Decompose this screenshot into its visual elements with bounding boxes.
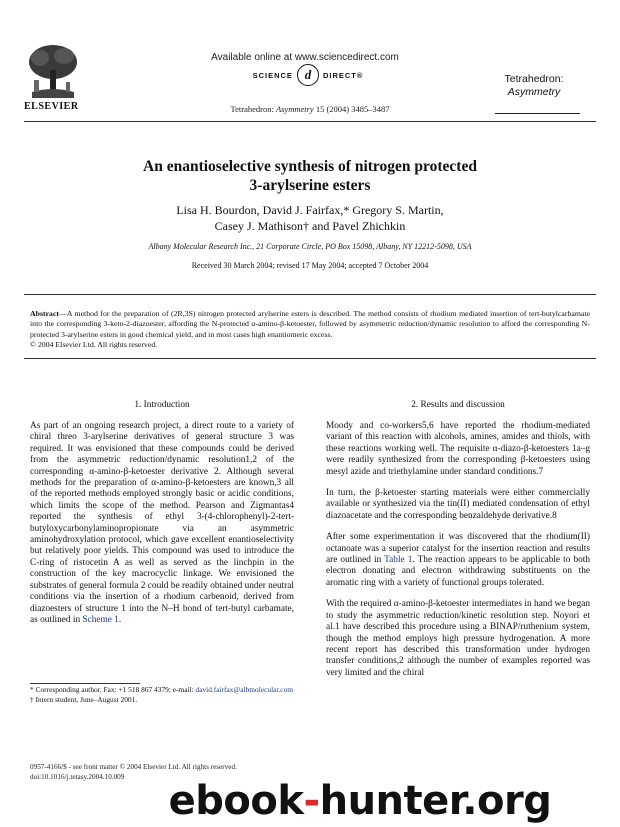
column-left [30, 400, 294, 421]
sd-right: DIRECT® [322, 70, 364, 80]
results-paragraph-1: Moody and co-workers5,6 have reported the rhodium-mediated variant of this reaction with alcohols, amines, amides and thiols, with these reactions working well. The requisite α-diazo-β-ketoesters 1a–g were readily synthesized from the corresponding β-ketoesters using mesyl azide and triethylamine under standard conditions.7 [326, 421, 590, 477]
received-dates: Received 30 March 2004; revised 17 May 2004; accepted 7 October 2004 [191, 261, 429, 270]
abstract [30, 309, 590, 350]
abstract-label: Abstract [30, 309, 60, 318]
divider [24, 358, 596, 359]
article-title: An enantioselective synthesis of nitrogen protected 3-arylserine esters [143, 158, 477, 194]
results-paragraph-4: With the required α-amino-β-ketoester intermediates in hand we began to study the asymmetric reduction/kinetic resolution step. Noyori et al.1 have described this procedure using a BINAP/ruthenium system, though the method employs high pressure hydrogenation. A more recent report has described this transformation under hydrogen transfer conditions,2 although the number of examples reported was very limited and the chiral [326, 599, 590, 678]
scheme-1-link[interactable]: Scheme 1 [82, 614, 119, 625]
section-heading-results: 2. Results and discussion [411, 400, 505, 410]
intro-paragraph: As part of an ongoing research project, a direct route to a variety of chiral threo 3-arylserine derivatives of general structure 3 was required. It was envisioned that these compounds could be derived from the asymmetric reduction/dynamic resolution1,2 of the corresponding α-amino-β-ketoester derivative 2. Although several methods for the preparation of α-amino-β-ketoesters are known,3 all of the reported methods employed strongly basic or acidic conditions, which limits the scope of the method. Pearson and Zigmantas4 reported the synthesis of ethyl 3-(4-chlorophenyl)-2-tert-butyloxycarbonylaminopropionate via an asymmetric aminohydroxylation protocol, which gave excellent enantioselectivity but relatively poor yields. This compound was used to introduce the C-ring of ristocetin A as well as served as the linchpin in the construction of the key macrocyclic linkage. We envisioned the substrates of general formula 2 could be readily obtained under neutral conditions via the insertion of a rhodium carbenoid, derived from diazoesters of structure 1 into the N–H bond of tert-butyl carbamate, as outlined in Scheme 1. [30, 421, 294, 625]
publisher-name: ELSEVIER [24, 101, 79, 112]
footnote-rule [30, 683, 140, 684]
divider [24, 121, 596, 122]
section-heading-introduction: 1. Introduction [134, 400, 190, 410]
journal-reference: Tetrahedron: Asymmetry 15 (2004) 3485–3487 [230, 104, 390, 114]
sd-at-icon: d [297, 64, 319, 86]
email-link[interactable]: david.fairfax@albmolecular.com [195, 685, 294, 694]
results-text [326, 421, 590, 689]
column-right [326, 400, 590, 421]
watermark: ebook-hunter.org [168, 778, 552, 824]
footnotes: * Corresponding author. Fax: +1 518 867 4379; e-mail: david.fairfax@albmolecular.com † Intern student, June–August 2001. [30, 685, 294, 704]
journal-name-rule [495, 113, 580, 114]
journal-name: Tetrahedron: Asymmetry [504, 73, 564, 98]
elsevier-tree-logo [24, 42, 82, 100]
results-paragraph-2: In turn, the β-ketoester starting materials were either commercially available or synthesized via the tin(II) mediated condensation of ethyl diazoacetate and the corresponding benzaldehyde derivative.8 [326, 488, 590, 521]
affiliation: Albany Molecular Research Inc., 21 Corporate Circle, PO Box 15098, Albany, NY 12212-5098, USA [148, 242, 472, 251]
issn-line: 0957-4166/$ - see front matter © 2004 Elsevier Ltd. All rights reserved. [30, 763, 237, 771]
available-online: Available online at www.sciencedirect.com [211, 52, 399, 63]
sciencedirect-logo [218, 64, 398, 86]
doi-line: doi:10.1016/j.tetasy.2004.10.009 [30, 773, 125, 781]
abstract-text: —A method for the preparation of (2R,3S) nitrogen protected arylserine esters is described. The method consists of rhodium mediated insertion of tert-butylcarbamate into the corresponding 3-keto-2-diazoester, affording the N-protected α-amino-β-ketoester, followed by asymmetric reduction/dynamic resolution to afford the corresponding N-protected 3-arylserine esters in good chemical yield, and in most cases high enantiomeric excess. [30, 309, 590, 339]
abstract-copyright: © 2004 Elsevier Ltd. All rights reserved. [30, 339, 158, 349]
results-paragraph-3: After some experimentation it was discovered that the rhodium(II) octanoate was a superior catalyst for the insertion reaction and results are outlined in Table 1. The reaction appears to be applicable to both electron donating and electron withdrawing substituents on the aromatic ring with a variety of functional groups tolerated. [326, 532, 590, 588]
sd-left: SCIENCE [252, 70, 293, 80]
divider [24, 294, 596, 295]
table-1-link[interactable]: Table 1 [384, 555, 413, 566]
author-list: Lisa H. Bourdon, David J. Fairfax,* Gregory S. Martin, Casey J. Mathison† and Pavel Zhichkin [176, 203, 444, 233]
